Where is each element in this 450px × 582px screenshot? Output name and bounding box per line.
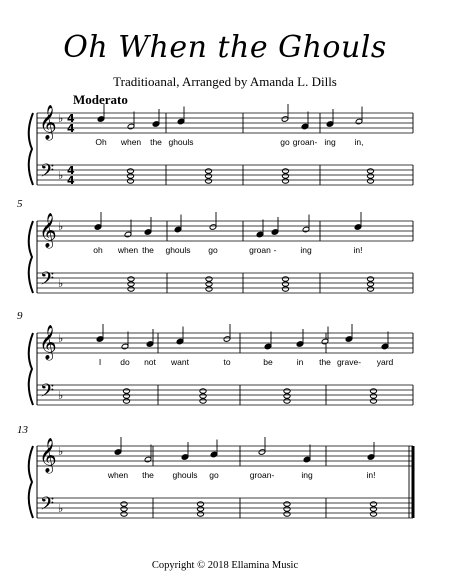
bass-note (370, 399, 376, 404)
flat-icon: ♭ (58, 112, 64, 125)
composer-credit: Traditioanal, Arranged by Amanda L. Dills (113, 74, 337, 89)
time-signature-bottom: 4 (67, 122, 75, 135)
lyric-syllable: when (107, 470, 129, 480)
lyric-syllable: groan (249, 245, 271, 255)
bass-staff (37, 385, 413, 405)
bass-staff (37, 273, 413, 293)
lyric-syllable: when (120, 137, 142, 147)
bass-note (200, 399, 206, 404)
lyric-syllable: when (117, 245, 139, 255)
treble-staff (37, 113, 413, 133)
bass-note (370, 389, 376, 394)
bass-note (284, 502, 290, 507)
lyric-syllable: go (280, 137, 290, 147)
bass-note (284, 512, 290, 517)
lyric-syllable: yard (376, 357, 394, 367)
flat-icon: ♭ (58, 445, 64, 458)
bass-note (127, 174, 133, 179)
bass-note (367, 169, 373, 174)
bass-note (123, 389, 129, 394)
lyric-syllable: be (263, 357, 273, 367)
time-signature-bottom: 4 (67, 174, 75, 187)
bass-clef-icon: 𝄢 (40, 269, 55, 294)
lyric-syllable: ghouls (172, 470, 198, 480)
lyric-syllable: do (120, 357, 130, 367)
lyric-syllable: ghouls (168, 137, 194, 147)
bass-note (370, 512, 376, 517)
bass-note (282, 282, 288, 287)
bass-note (284, 394, 290, 399)
score-systems (29, 104, 413, 519)
bass-note (197, 512, 203, 517)
measure-number-9: 9 (17, 310, 23, 322)
bass-note (123, 399, 129, 404)
brace (29, 333, 33, 405)
treble-staff (37, 221, 413, 241)
system-4 (29, 437, 413, 519)
bass-note (282, 287, 288, 292)
lyric-syllable: groan- (292, 137, 318, 147)
flat-icon: ♭ (58, 277, 64, 290)
bass-note (127, 179, 133, 184)
lyric-syllable: the (142, 245, 154, 255)
bass-note (284, 389, 290, 394)
bass-note (200, 389, 206, 394)
bass-note (121, 512, 127, 517)
lyric-syllable: go (209, 470, 219, 480)
bass-note (205, 169, 211, 174)
system-1 (29, 104, 413, 187)
brace (29, 446, 33, 518)
lyric-syllable: in (296, 357, 304, 367)
treble-clef-icon: 𝄞 (39, 105, 57, 140)
bass-note (121, 502, 127, 507)
bass-note (197, 507, 203, 512)
treble-staff (37, 333, 413, 353)
tempo-marking: Moderato (73, 92, 128, 107)
lyric-syllable: - (273, 245, 277, 255)
flat-icon: ♭ (58, 220, 64, 233)
flat-icon: ♭ (58, 389, 64, 402)
bass-note (121, 507, 127, 512)
treble-clef-icon: 𝄞 (39, 213, 57, 248)
brace (29, 113, 33, 185)
piece-title: Oh When the Ghouls (63, 30, 387, 65)
bass-note (200, 394, 206, 399)
bass-note (367, 277, 373, 282)
lyric-syllable: go (208, 245, 218, 255)
treble-clef-icon: 𝄞 (39, 438, 57, 473)
bass-note (128, 282, 134, 287)
flat-icon: ♭ (58, 502, 64, 515)
bass-clef-icon: 𝄢 (40, 494, 55, 519)
system-3 (29, 324, 413, 406)
bass-note (197, 502, 203, 507)
lyric-syllable: Oh (95, 137, 107, 147)
treble-clef-icon: 𝄞 (39, 325, 57, 360)
lyric-syllable: I (98, 357, 102, 367)
bass-note (282, 169, 288, 174)
system-2 (29, 212, 413, 294)
lyric-syllable: groan- (249, 470, 275, 480)
bass-note (284, 507, 290, 512)
lyric-syllable: want (171, 357, 189, 367)
bass-note (123, 394, 129, 399)
bass-note (367, 179, 373, 184)
bass-note (370, 394, 376, 399)
bass-note (367, 287, 373, 292)
bass-staff (37, 498, 413, 518)
lyric-syllable: the (142, 470, 154, 480)
bass-note (367, 174, 373, 179)
bass-note (367, 282, 373, 287)
bass-note (205, 174, 211, 179)
lyric-syllable: ing (300, 245, 312, 255)
lyric-syllable: in! (353, 245, 363, 255)
measure-number-5: 5 (17, 198, 23, 210)
time-signature-top: 4 (67, 164, 75, 177)
lyric-syllable: to (223, 357, 231, 367)
bass-note (128, 277, 134, 282)
lyric-syllable: ghouls (165, 245, 191, 255)
lyric-syllable: in, (354, 137, 364, 147)
bass-note (206, 282, 212, 287)
copyright-notice: Copyright © 2018 Ellamina Music (151, 560, 299, 571)
lyric-syllable: the (150, 137, 162, 147)
lyric-syllable: grave- (336, 357, 362, 367)
flat-icon: ♭ (58, 332, 64, 345)
bass-note (128, 287, 134, 292)
bass-note (282, 179, 288, 184)
lyric-syllable: ing (301, 470, 313, 480)
bass-clef-icon: 𝄢 (40, 161, 55, 186)
flat-icon: ♭ (58, 169, 64, 182)
bass-note (206, 287, 212, 292)
bass-clef-icon: 𝄢 (40, 381, 55, 406)
lyric-syllable: ing (324, 137, 336, 147)
brace (29, 221, 33, 293)
lyric-syllable: the (319, 357, 331, 367)
bass-note (284, 399, 290, 404)
bass-note (282, 174, 288, 179)
bass-note (127, 169, 133, 174)
time-signature-top: 4 (67, 112, 75, 125)
bass-note (282, 277, 288, 282)
bass-note (370, 507, 376, 512)
lyric-syllable: oh (93, 245, 103, 255)
bass-note (370, 502, 376, 507)
treble-staff (37, 446, 413, 466)
bass-note (205, 179, 211, 184)
lyric-syllable: not (144, 357, 156, 367)
bass-note (206, 277, 212, 282)
measure-number-13: 13 (17, 424, 28, 436)
lyric-syllable: in! (366, 470, 376, 480)
bass-staff (37, 165, 413, 185)
